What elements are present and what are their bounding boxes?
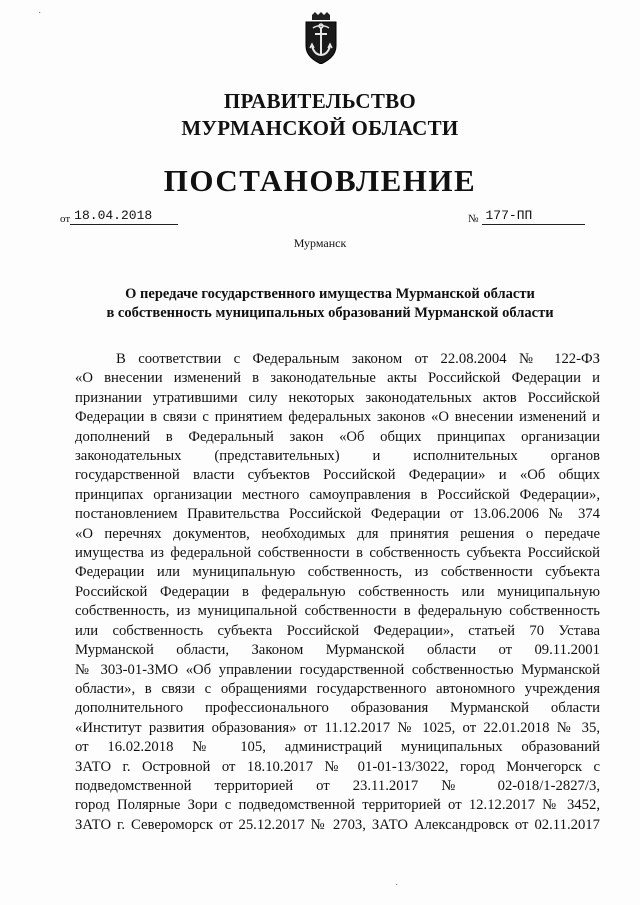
body-line: Федерации или муниципальную собственность, из собственности субъекта (75, 564, 600, 581)
body-line: признании утратившими силу некоторых законодательных актов Российской (75, 389, 600, 406)
issuing-authority-line1: ПРАВИТЕЛЬСТВО (223, 89, 417, 113)
document-meta-row (60, 208, 590, 230)
body-line: принципах организации местного самоуправления в Российской Федерации», (75, 486, 600, 503)
body-line: от 16.02.2018 № 105, администраций муниципальных образований (75, 739, 600, 756)
body-line: дополнений в Федеральный закон «Об общих принципах организации (75, 428, 600, 445)
number-field (468, 208, 585, 225)
body-line: собственность, из муниципальной собственности в федеральную собственность (75, 603, 600, 620)
scan-mark: · (38, 8, 42, 19)
date-prefix: от (60, 213, 71, 225)
body-line: «Институт развития образования» от 11.12.2017 № 1025, от 22.01.2018 № 35, (75, 719, 600, 736)
issuing-authority (0, 88, 640, 142)
body-line: № 303-01-ЗМО «Об управлении государственной собственностью Мурманской (75, 661, 600, 678)
body-line: Мурманской области, Законом Мурманской области от 09.11.2001 (75, 642, 600, 659)
body-line: ЗАТО г. Островной от 18.10.2017 № 01-01-13/3022, город Мончегорск с (75, 758, 600, 775)
body-line: или собственность субъекта Российской Федерации», статьей 70 Устава (75, 622, 600, 639)
document-number: 177-ПП (482, 208, 585, 225)
body-line: постановлением Правительства Российской Федерации от 13.06.2006 № 374 (75, 506, 600, 523)
body-line: Российской Федерации в федеральную собственность или муниципальную (75, 583, 600, 600)
document-date: 18.04.2018 (70, 208, 178, 225)
document-subject (60, 285, 600, 323)
body-line: законодательных (представительных) и исполнительных органов (75, 448, 600, 465)
body-line: Федерации в связи с принятием федеральных законов «О внесении изменений и (75, 409, 600, 426)
body-line: «О внесении изменений в законодательные акты Российской Федерации и (75, 370, 600, 387)
body-line: государственной власти субъектов Российской Федерации» и «Об общих (75, 467, 600, 484)
scan-mark: · (395, 880, 399, 891)
body-line: подведомственной территорией от 23.11.2017 № 02-018/1-2827/3, (75, 777, 600, 794)
body-line: ЗАТО г. Североморск от 25.12.2017 № 2703, ЗАТО Александровск от 02.11.2017 (75, 816, 600, 833)
body-line: дополнительного профессионального образования Мурманской области (75, 700, 600, 717)
body-line: области», в связи с обращениями государственного автономного учреждения (75, 680, 600, 697)
body-line: В соответствии с Федеральным законом от 22.08.2004 № 122-ФЗ (116, 351, 600, 367)
document-type-title: ПОСТАНОВЛЕНИЕ (163, 163, 477, 198)
body-line: имущества из федеральной собственности в собственность субъекта Российской (75, 545, 600, 562)
document-body (75, 350, 600, 835)
subject-line1: О передаче государственного имущества Мурманской области (125, 286, 535, 302)
body-line: город Полярные Зори с подведомственной территорией от 12.12.2017 № 3452, (75, 797, 600, 814)
issuing-authority-line2: МУРМАНСКОЙ ОБЛАСТИ (181, 116, 459, 140)
subject-line2: в собственность муниципальных образований Мурманской области (106, 305, 554, 321)
coat-of-arms-icon (303, 12, 339, 64)
number-prefix: № (468, 213, 479, 225)
date-field (60, 208, 178, 225)
document-city: Мурманск (293, 236, 347, 250)
body-line: «О перечнях документов, необходимых для принятия решения о передаче (75, 525, 600, 542)
